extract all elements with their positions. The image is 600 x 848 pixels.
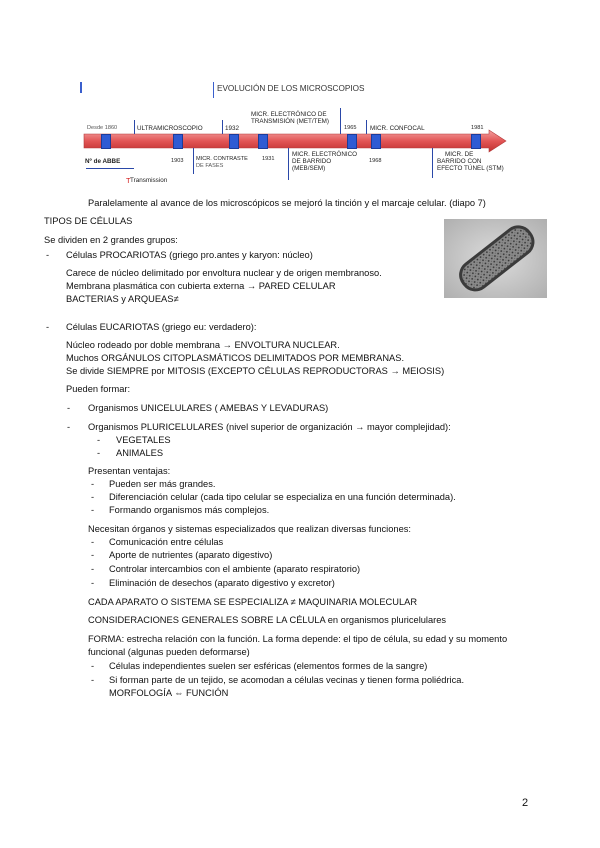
bullet-dash: - xyxy=(91,564,95,574)
connector-line xyxy=(193,148,194,174)
funcion-item: Comunicación entre células xyxy=(109,537,224,547)
bullet-dash: - xyxy=(91,479,95,489)
marker-1965 xyxy=(347,134,357,149)
label-1981: 1981 xyxy=(471,125,484,131)
ventaja-item: Formando organismos más complejos. xyxy=(109,505,270,515)
bullet-dash: - xyxy=(91,550,95,560)
eucariotas-line: Muchos ORGÁNULOS CITOPLASMÁTICOS DELIMITADOS POR MEMBRANAS. xyxy=(66,353,405,363)
bullet-dash: - xyxy=(46,322,50,332)
animales-item: ANIMALES xyxy=(116,448,164,458)
vegetales-item: VEGETALES xyxy=(116,435,171,445)
intro-paragraph: Paralelamente al avance de los microscópicos se mejoró la tinción y el marcaje celular. (diapo 7) xyxy=(88,198,486,208)
label-stm-2: BARRIDO CON xyxy=(437,158,482,165)
label-met-2: TRANSMISIÓN (MET/TEM) xyxy=(251,118,330,125)
consideraciones-heading xyxy=(88,615,446,626)
bullet-dash: - xyxy=(97,435,101,445)
label-1903: 1903 xyxy=(171,158,184,164)
marker-abbe xyxy=(101,134,111,149)
marker-1931 xyxy=(258,134,268,149)
bullet-dash: - xyxy=(67,422,71,432)
marker-1981 xyxy=(471,134,481,149)
marker-1968 xyxy=(371,134,381,149)
forma-item: Si forman parte de un tejido, se acomodan a células vecinas y tienen forma poliédrica. xyxy=(109,675,465,685)
label-meb-2: DE BARRIDO xyxy=(292,158,332,165)
connector-line xyxy=(86,168,134,169)
ventaja-item: Pueden ser más grandes. xyxy=(109,479,216,489)
label-stm-3: EFECTO TÚNEL (STM) xyxy=(437,165,504,172)
label-1968: 1968 xyxy=(369,158,382,164)
heading-tipos: TIPOS DE CÉLULAS xyxy=(44,216,133,226)
connector-line xyxy=(288,148,289,180)
funcion-item: Controlar intercambios con el ambiente (aparato respiratorio) xyxy=(109,564,361,574)
label-abbe: Nº de ABBE xyxy=(85,158,121,165)
ventaja-item: Diferenciación celular (cada tipo celular se especializa en una función determinada). xyxy=(109,492,456,502)
consideraciones-rest: en organismos pluricelulares xyxy=(325,615,447,625)
procariotas-line: Membrana plasmática con cubierta externa → PARED CELULAR xyxy=(66,281,336,291)
label-desde: Desde 1860 xyxy=(87,125,118,131)
morfologia-text: MORFOLOGÍA ⇔ FUNCIÓN xyxy=(109,688,229,698)
connector-line xyxy=(366,120,367,134)
pluricelulares-item: Organismos PLURICELULARES (nivel superior de organización → mayor complejidad): xyxy=(88,422,451,432)
label-transmission: Transmission xyxy=(130,177,168,184)
forma-line: FORMA: estrecha relación con la función. La forma depende: el tipo de célula, su edad y su momento xyxy=(88,634,508,644)
text-dividen: Se dividen en 2 grandes grupos: xyxy=(44,235,178,245)
eucariotas-line: Núcleo rodeado por doble membrana → ENVOLTURA NUCLEAR. xyxy=(66,340,340,350)
label-1932: 1932 xyxy=(225,125,240,132)
bullet-dash: - xyxy=(91,675,95,685)
forma-item: Células independientes suelen ser esféricas (elementos formes de la sangre) xyxy=(109,661,428,671)
bullet-dash: - xyxy=(97,448,101,458)
connector-line xyxy=(222,120,223,134)
procariotas-line: BACTERIAS y ARQUEAS≠ xyxy=(66,294,179,304)
label-ultra: ULTRAMICROSCOPIO xyxy=(137,125,203,132)
aparato-text: CADA APARATO O SISTEMA SE ESPECIALIZA ≠ MAQUINARIA MOLECULAR xyxy=(88,597,418,607)
funcion-item: Aporte de nutrientes (aparato digestivo) xyxy=(109,550,273,560)
procariotas-line: Carece de núcleo delimitado por envoltura nuclear y de origen membranoso. xyxy=(66,268,382,278)
timeline-title: EVOLUCIÓN DE LOS MICROSCOPIOS xyxy=(217,84,365,93)
label-contraste-1: MICR. CONTRASTE xyxy=(196,156,248,162)
label-confocal: MICR. CONFOCAL xyxy=(370,125,425,132)
funcion-item: Eliminación de desechos (aparato digestivo y excretor) xyxy=(109,578,335,588)
label-stm-1: MICR. DE xyxy=(445,151,474,158)
page-number: 2 xyxy=(522,797,529,809)
label-meb-3: (MEB/SEM) xyxy=(292,165,326,172)
label-transmission-initial: T xyxy=(126,176,131,185)
label-1965: 1965 xyxy=(344,125,357,131)
necesitan-text: Necesitan órganos y sistemas especializados que realizan diversas funciones: xyxy=(88,524,411,534)
ventajas-title: Presentan ventajas: xyxy=(88,466,171,476)
eucariotas-title: Células EUCARIOTAS (griego eu: verdadero): xyxy=(66,322,257,332)
bullet-dash: - xyxy=(67,403,71,413)
bullet-dash: - xyxy=(91,661,95,671)
bullet-dash: - xyxy=(91,505,95,515)
bullet-dash: - xyxy=(91,492,95,502)
text-pueden: Pueden formar: xyxy=(66,384,131,394)
connector-line xyxy=(134,120,135,134)
procariotas-title: Células PROCARIOTAS (griego pro.antes y karyon: núcleo) xyxy=(66,250,313,260)
label-contraste-2: DE FASES xyxy=(196,163,224,169)
label-met-1: MICR. ELECTRÓNICO DE xyxy=(251,111,327,118)
bullet-dash: - xyxy=(91,537,95,547)
unicelulares-item: Organismos UNICELULARES ( AMEBAS Y LEVADURAS) xyxy=(88,403,329,413)
label-meb-1: MICR. ELECTRÓNICO xyxy=(292,151,358,158)
marker-1932 xyxy=(229,134,239,149)
consideraciones-caps: CONSIDERACIONES GENERALES SOBRE LA CÉLULA xyxy=(88,615,326,625)
bullet-dash: - xyxy=(91,578,95,588)
eucariotas-line: Se divide SIEMPRE por MITOSIS (EXCEPTO CÉLULAS REPRODUCTORAS → MEIOSIS) xyxy=(66,366,445,376)
label-1931: 1931 xyxy=(262,156,275,162)
bullet-dash: - xyxy=(46,250,50,260)
marker-1903 xyxy=(173,134,183,149)
forma-line: funcional (algunas pueden deformarse) xyxy=(88,647,250,657)
bacterium-micrograph xyxy=(444,219,547,298)
connector-line xyxy=(432,148,433,178)
connector-line xyxy=(340,108,341,134)
